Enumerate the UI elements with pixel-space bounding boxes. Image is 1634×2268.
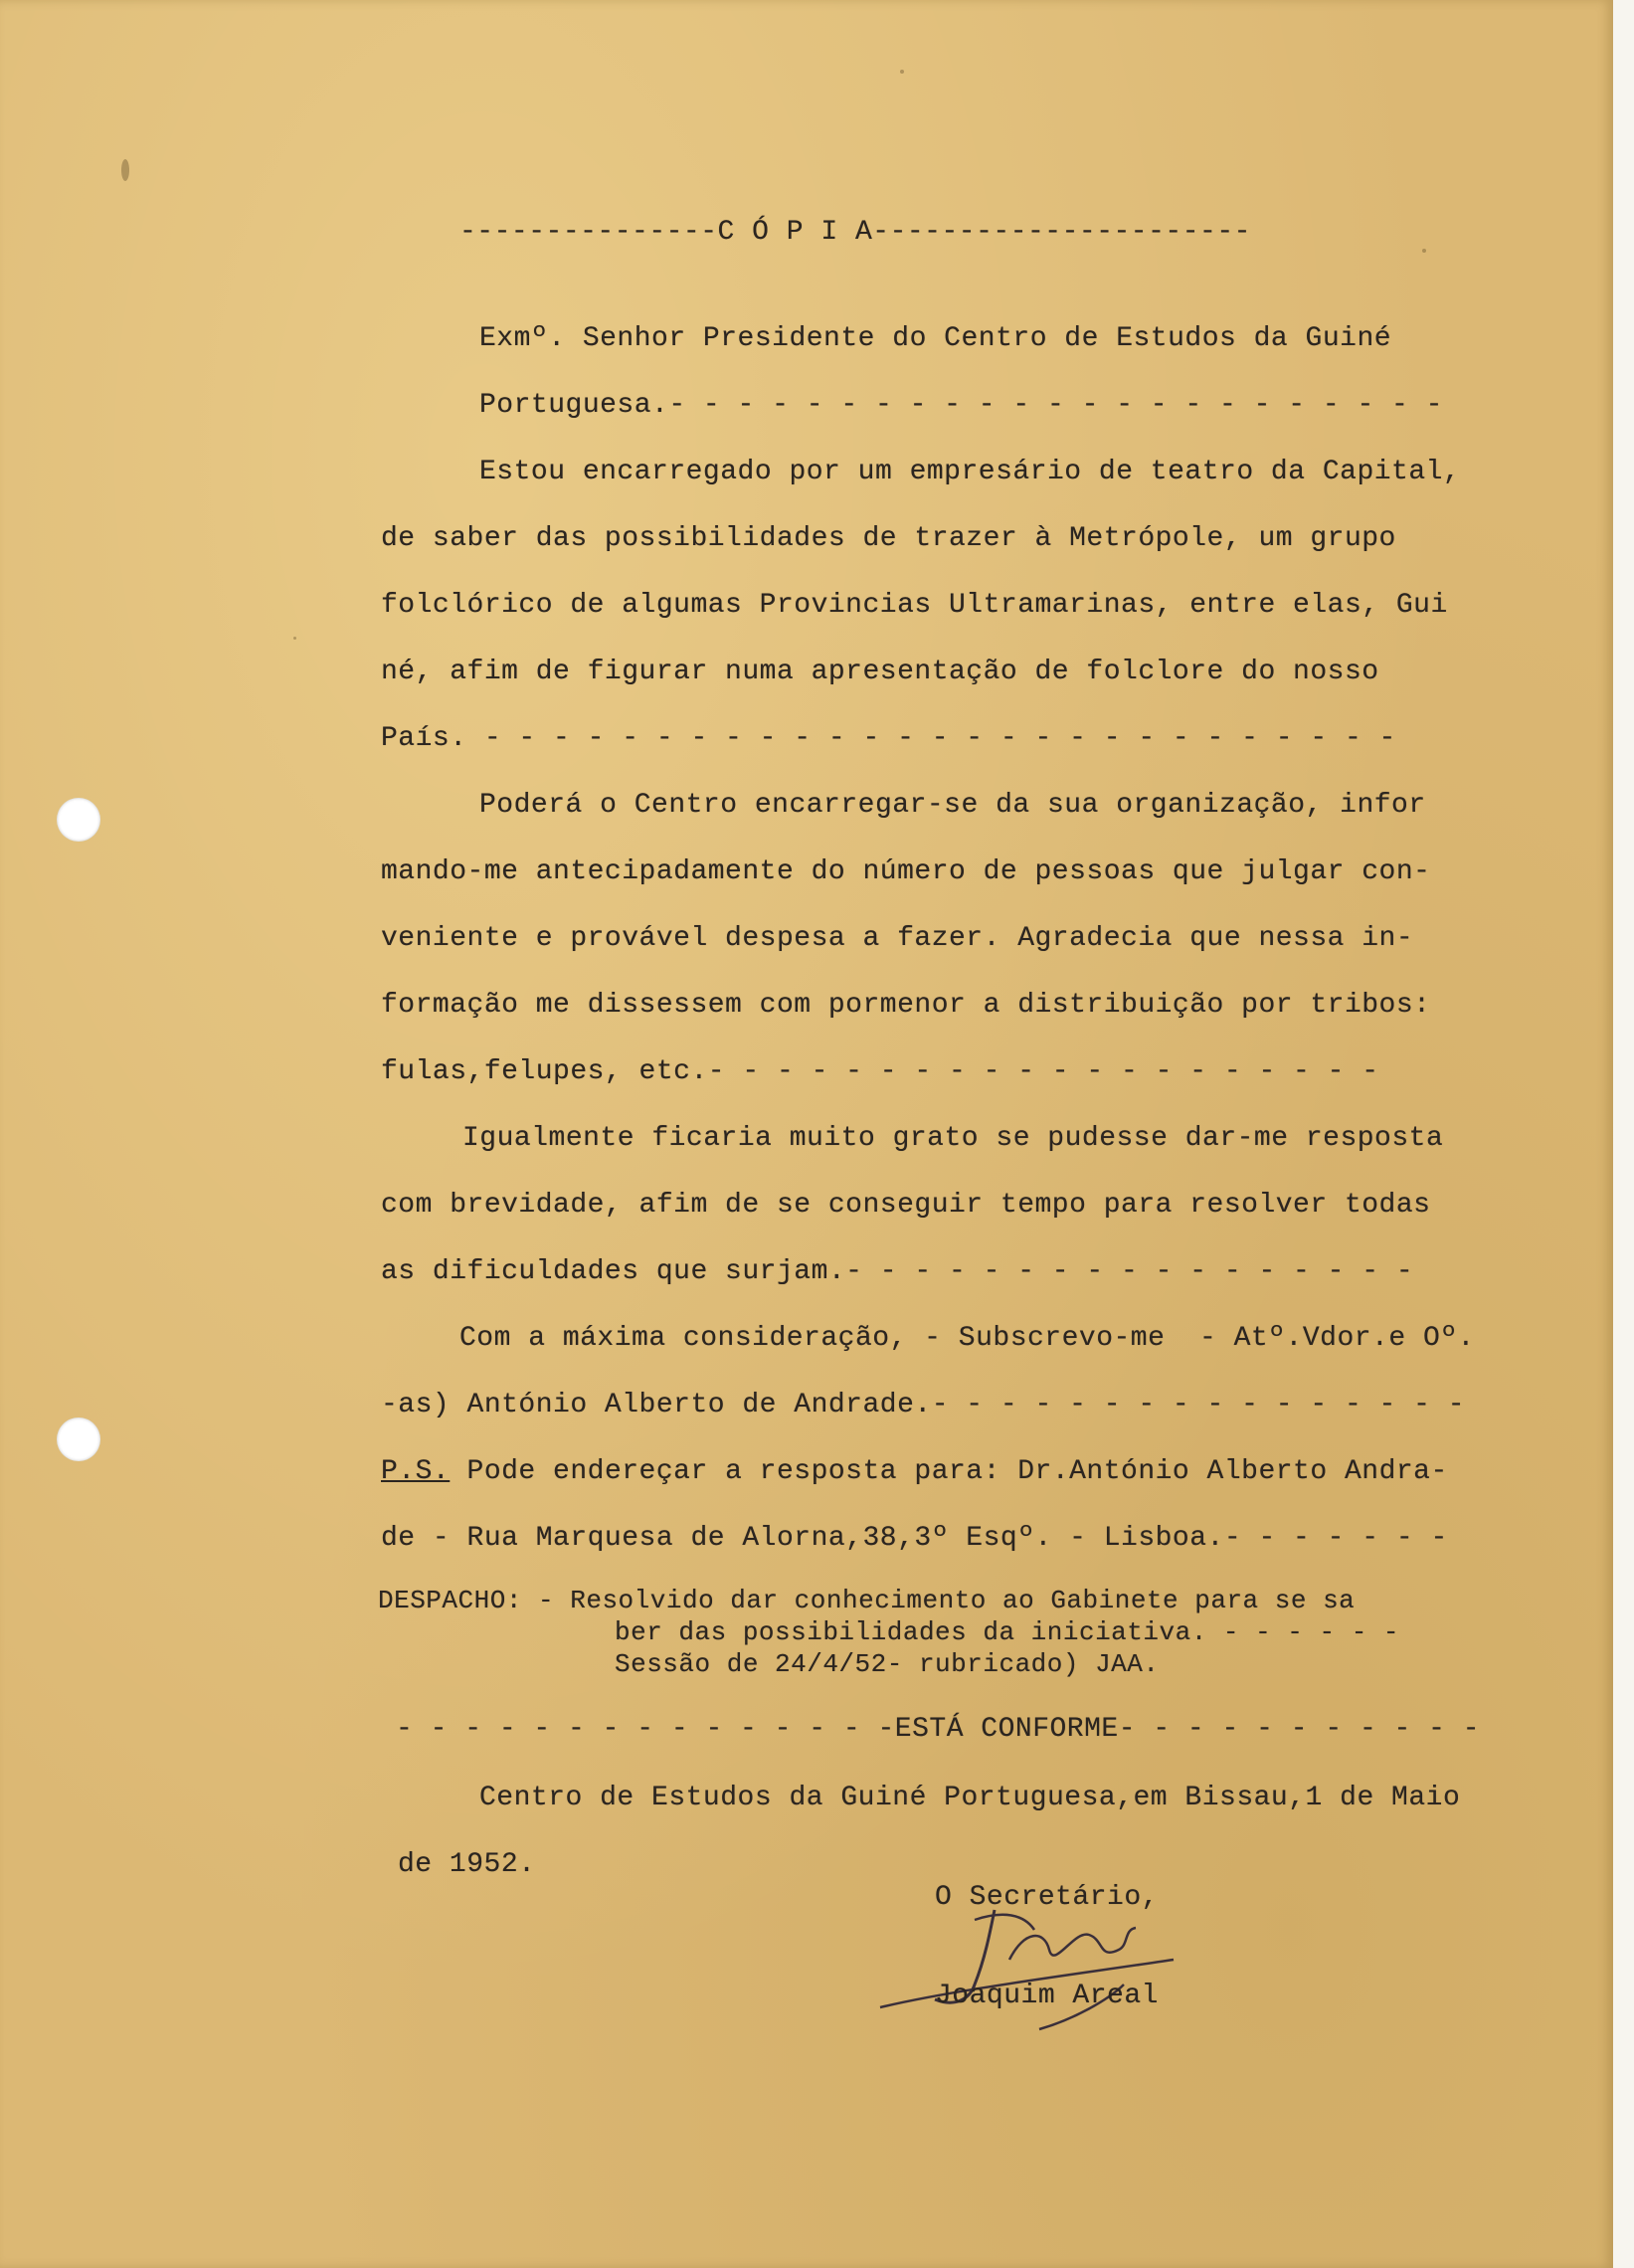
signatory-name: Joaquim Areal [935, 1981, 1159, 2011]
body-p1-line-3: folclórico de algumas Provincias Ultramarinas, entre elas, Gui [381, 590, 1448, 621]
body-p2-line-3: veniente e provável despesa a fazer. Agradecia que nessa in- [381, 923, 1414, 954]
copy-header: ---------------C Ó P I A---------------------- [459, 217, 1251, 248]
body-p2-line-5: fulas,felupes, etc.- - - - - - - - - - - - - - - - - - - - [381, 1056, 1379, 1087]
body-p2-line-2: mando-me antecipadamente do número de pessoas que julgar con- [381, 856, 1431, 887]
scan-edge [1613, 0, 1634, 2268]
paper-stain [121, 159, 129, 181]
handwritten-signature [875, 1890, 1203, 2039]
punch-hole-bottom [57, 1418, 100, 1461]
body-p3-line-2: com brevidade, afim de se conseguir tempo para resolver todas [381, 1190, 1431, 1221]
despacho-line-2: ber das possibilidades da iniciativa. - - - - - - [615, 1617, 1400, 1647]
body-p1-line-1: Estou encarregado por um empresário de teatro da Capital, [479, 457, 1461, 487]
address-line-1: Exmº. Senhor Presidente do Centro de Estudos da Guiné [479, 323, 1392, 354]
despacho-line-1 [378, 1586, 1355, 1615]
paper-stain [1422, 249, 1426, 253]
despacho-line-3: Sessão de 24/4/52- rubricado) JAA. [615, 1649, 1160, 1679]
address-line-2: Portuguesa.- - - - - - - - - - - - - - - - - - - - - - - [479, 390, 1443, 421]
ps-line-1 [381, 1456, 1448, 1488]
ps-line-1-text: Pode endereçar a resposta para: Dr.António Alberto Andra- [450, 1456, 1448, 1487]
paper-stain [900, 70, 904, 74]
ps-line-2: de - Rua Marquesa de Alorna,38,3º Esqº. - Lisboa.- - - - - - - [381, 1523, 1448, 1554]
punch-hole-top [57, 798, 100, 842]
signed-line: -as) António Alberto de Andrade.- - - - - - - - - - - - - - - - [381, 1390, 1466, 1420]
body-p2-line-4: formação me dissessem com pormenor a distribuição por tribos: [381, 990, 1431, 1021]
despacho-line-1-text: - Resolvido dar conhecimento ao Gabinete para se sa [521, 1586, 1356, 1615]
body-p3-line-3: as dificuldades que surjam.- - - - - - - - - - - - - - - - - [381, 1256, 1414, 1287]
paper-stain [293, 637, 296, 640]
body-p3-line-1: Igualmente ficaria muito grato se pudesse dar-me resposta [462, 1123, 1444, 1154]
despacho-label: DESPACHO: [378, 1586, 522, 1615]
body-p1-line-4: né, afim de figurar numa apresentação de folclore do nosso [381, 657, 1379, 687]
ps-label: P.S. [381, 1456, 451, 1487]
place-date-line-1: Centro de Estudos da Guiné Portuguesa,em Bissau,1 de Maio [479, 1783, 1461, 1813]
closing-line: Com a máxima consideração, - Subscrevo-me - Atº.Vdor.e Oº. [459, 1323, 1475, 1354]
body-p1-line-5: País. - - - - - - - - - - - - - - - - - - - - - - - - - - - [381, 723, 1396, 754]
signatory-title: O Secretário, [935, 1882, 1159, 1913]
place-date-line-2: de 1952. [398, 1849, 536, 1880]
body-p1-line-2: de saber das possibilidades de trazer à Metrópole, um grupo [381, 523, 1396, 554]
esta-conforme-line: - - - - - - - - - - - - - - -ESTÁ CONFORME- - - - - - - - - - - [396, 1714, 1481, 1745]
body-p2-line-1: Poderá o Centro encarregar-se da sua organização, infor [479, 790, 1426, 821]
